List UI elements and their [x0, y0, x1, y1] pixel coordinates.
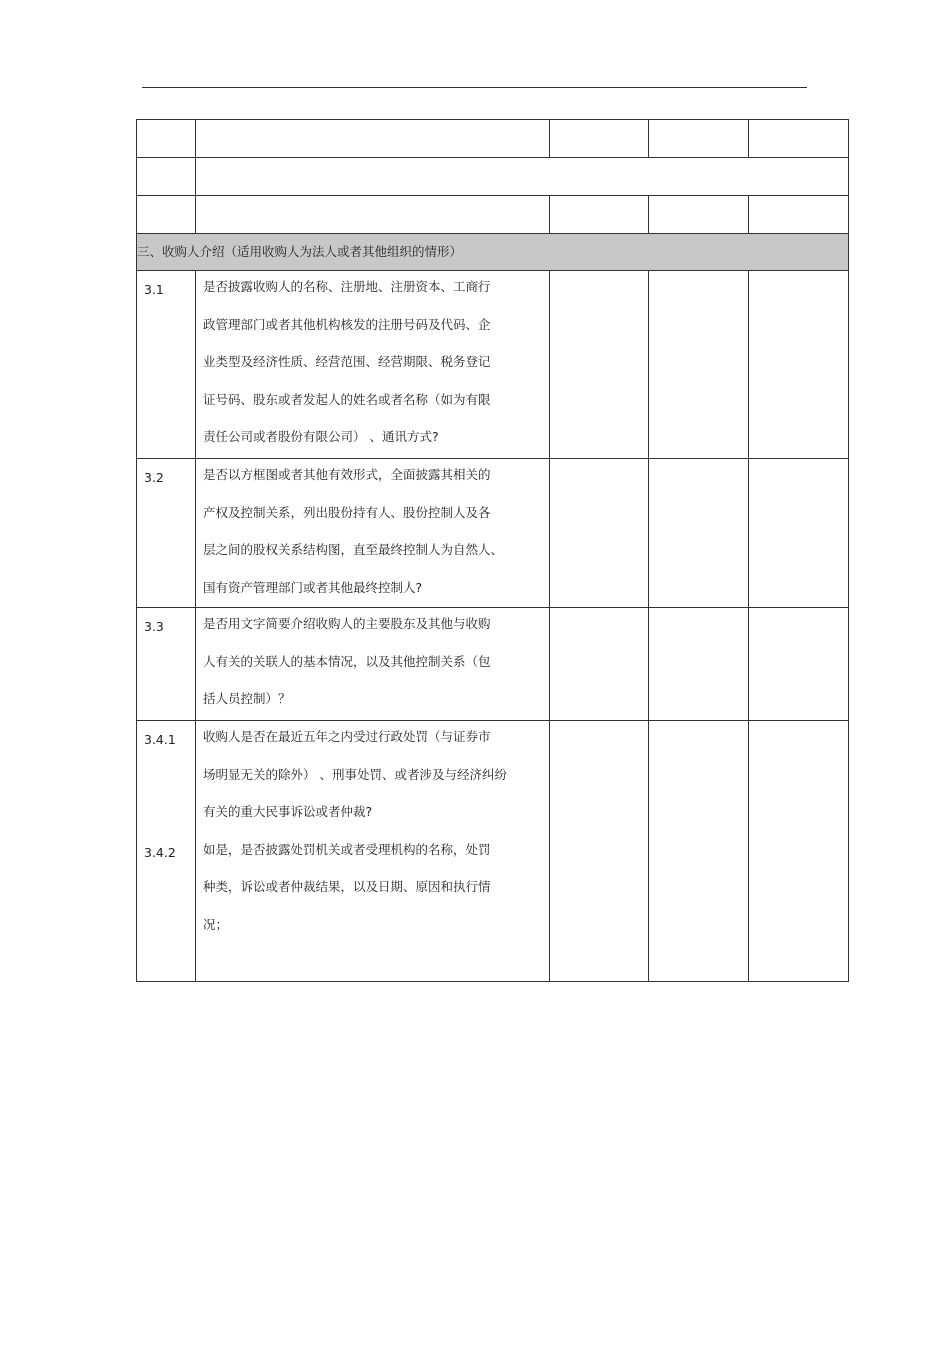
table-cell	[749, 271, 849, 459]
item-text-line: 况；	[203, 916, 229, 932]
item-text-line: 有关的重大民事诉讼或者仲裁?	[203, 804, 373, 819]
item-text-line: 是否用文字简要介绍收购人的主要股东及其他与收购	[203, 616, 491, 631]
table-cell	[550, 120, 649, 158]
item-text-line: 政管理部门或者其他机构核发的注册号码及代码、企	[203, 316, 491, 332]
item-number-cell	[137, 459, 196, 608]
table-cell	[550, 608, 649, 721]
item-number: 3.4.1	[144, 732, 176, 747]
item-text-line: 是否披露收购人的名称、注册地、注册资本、工商行	[203, 279, 491, 294]
item-text-line: 括人员控制）？	[203, 691, 291, 706]
table-cell	[196, 196, 550, 234]
item-text-line: 是否以方框图或者其他有效形式，全面披露其相关的	[203, 467, 491, 482]
table-cell	[550, 271, 649, 459]
item-text-line: 层之间的股权关系结构图，直至最终控制人为自然人、	[203, 542, 504, 557]
table-row	[137, 120, 849, 158]
item-text-cell	[196, 459, 550, 608]
table-cell	[137, 120, 196, 158]
table-cell	[649, 459, 749, 608]
item-text-line: 证号码、股东或者发起人的姓名或者名称（如为有限	[203, 391, 491, 407]
item-text-line: 业类型及经济性质、经营范围、经营期限、税务登记	[203, 354, 491, 369]
item-text-line: 人有关的关联人的基本情况，以及其他控制关系（包	[203, 653, 491, 669]
table-row	[137, 459, 849, 608]
item-number: 3.3	[144, 619, 164, 634]
table-cell	[649, 271, 749, 459]
item-text-line: 场明显无关的除外） 、刑事处罚、或者涉及与经济纠纷	[203, 766, 507, 782]
table-cell	[749, 459, 849, 608]
item-number: 3.2	[144, 470, 164, 485]
table-cell	[749, 608, 849, 721]
item-text-cell	[196, 608, 550, 721]
item-text-cell	[196, 721, 550, 982]
table-row	[137, 196, 849, 234]
section-header-row	[137, 234, 849, 271]
item-text-line: 收购人是否在最近五年之内受过行政处罚（与证券市	[203, 729, 491, 744]
item-text-line: 产权及控制关系，列出股份持有人、股份控制人及各	[203, 504, 491, 520]
table-cell	[649, 196, 749, 234]
header-rule	[142, 87, 807, 88]
item-text-line: 种类，诉讼或者仲裁结果，以及日期、原因和执行情	[203, 879, 491, 894]
section-title: 三、收购人介绍（适用收购人为法人或者其他组织的情形）	[137, 244, 463, 259]
table-row	[137, 608, 849, 721]
item-number: 3.4.2	[144, 845, 176, 860]
table-cell	[550, 196, 649, 234]
section-header-cell	[137, 234, 849, 271]
table-cell	[137, 158, 196, 196]
table-cell-merged	[196, 158, 849, 196]
checklist-table	[136, 119, 849, 982]
table-row	[137, 271, 849, 459]
table-row	[137, 158, 849, 196]
table-row	[137, 721, 849, 982]
table-cell	[749, 721, 849, 982]
table-cell	[649, 608, 749, 721]
item-number: 3.1	[144, 282, 164, 297]
table-cell	[196, 120, 550, 158]
table-cell	[550, 721, 649, 982]
table-cell	[649, 721, 749, 982]
item-text-line: 国有资产管理部门或者其他最终控制人?	[203, 579, 423, 595]
item-text-line: 责任公司或者股份有限公司） 、通讯方式?	[203, 429, 439, 444]
table-cell	[749, 120, 849, 158]
table-cell	[137, 196, 196, 234]
table-cell	[649, 120, 749, 158]
item-number-cell	[137, 608, 196, 721]
table-cell	[749, 196, 849, 234]
item-text-cell	[196, 271, 550, 459]
table-cell	[550, 459, 649, 608]
item-number-cell	[137, 721, 196, 982]
item-number-cell	[137, 271, 196, 459]
item-text-line: 如是，是否披露处罚机关或者受理机构的名称，处罚	[203, 841, 491, 857]
